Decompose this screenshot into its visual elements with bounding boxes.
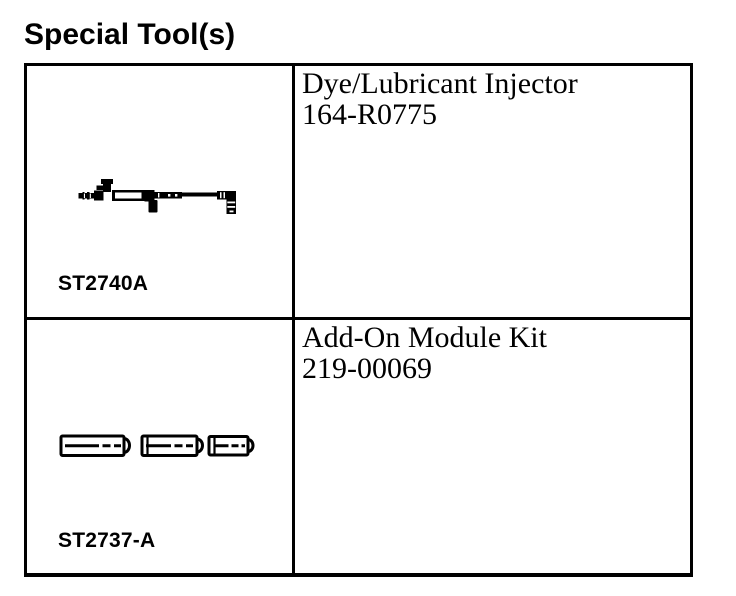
tool-id-label: ST2737-A (58, 529, 156, 552)
add-on-module-kit-illustration (59, 434, 255, 461)
tool-part-number: 164-R0775 (302, 98, 437, 131)
tool-description-cell-1 (295, 66, 690, 320)
tool-id-label: ST2740A (58, 272, 149, 295)
page-title: Special Tool(s) (24, 18, 236, 51)
tool-part-number: 219-00069 (302, 352, 432, 385)
special-tools-table (24, 63, 693, 577)
tool-description-cell-2 (295, 320, 690, 573)
tool-name: Add-On Module Kit (302, 321, 547, 354)
tool-name: Dye/Lubricant Injector (302, 67, 578, 100)
dye-lubricant-injector-illustration (76, 179, 238, 215)
tool-illustration-cell-1 (27, 66, 295, 320)
tool-illustration-cell-2 (27, 320, 295, 573)
